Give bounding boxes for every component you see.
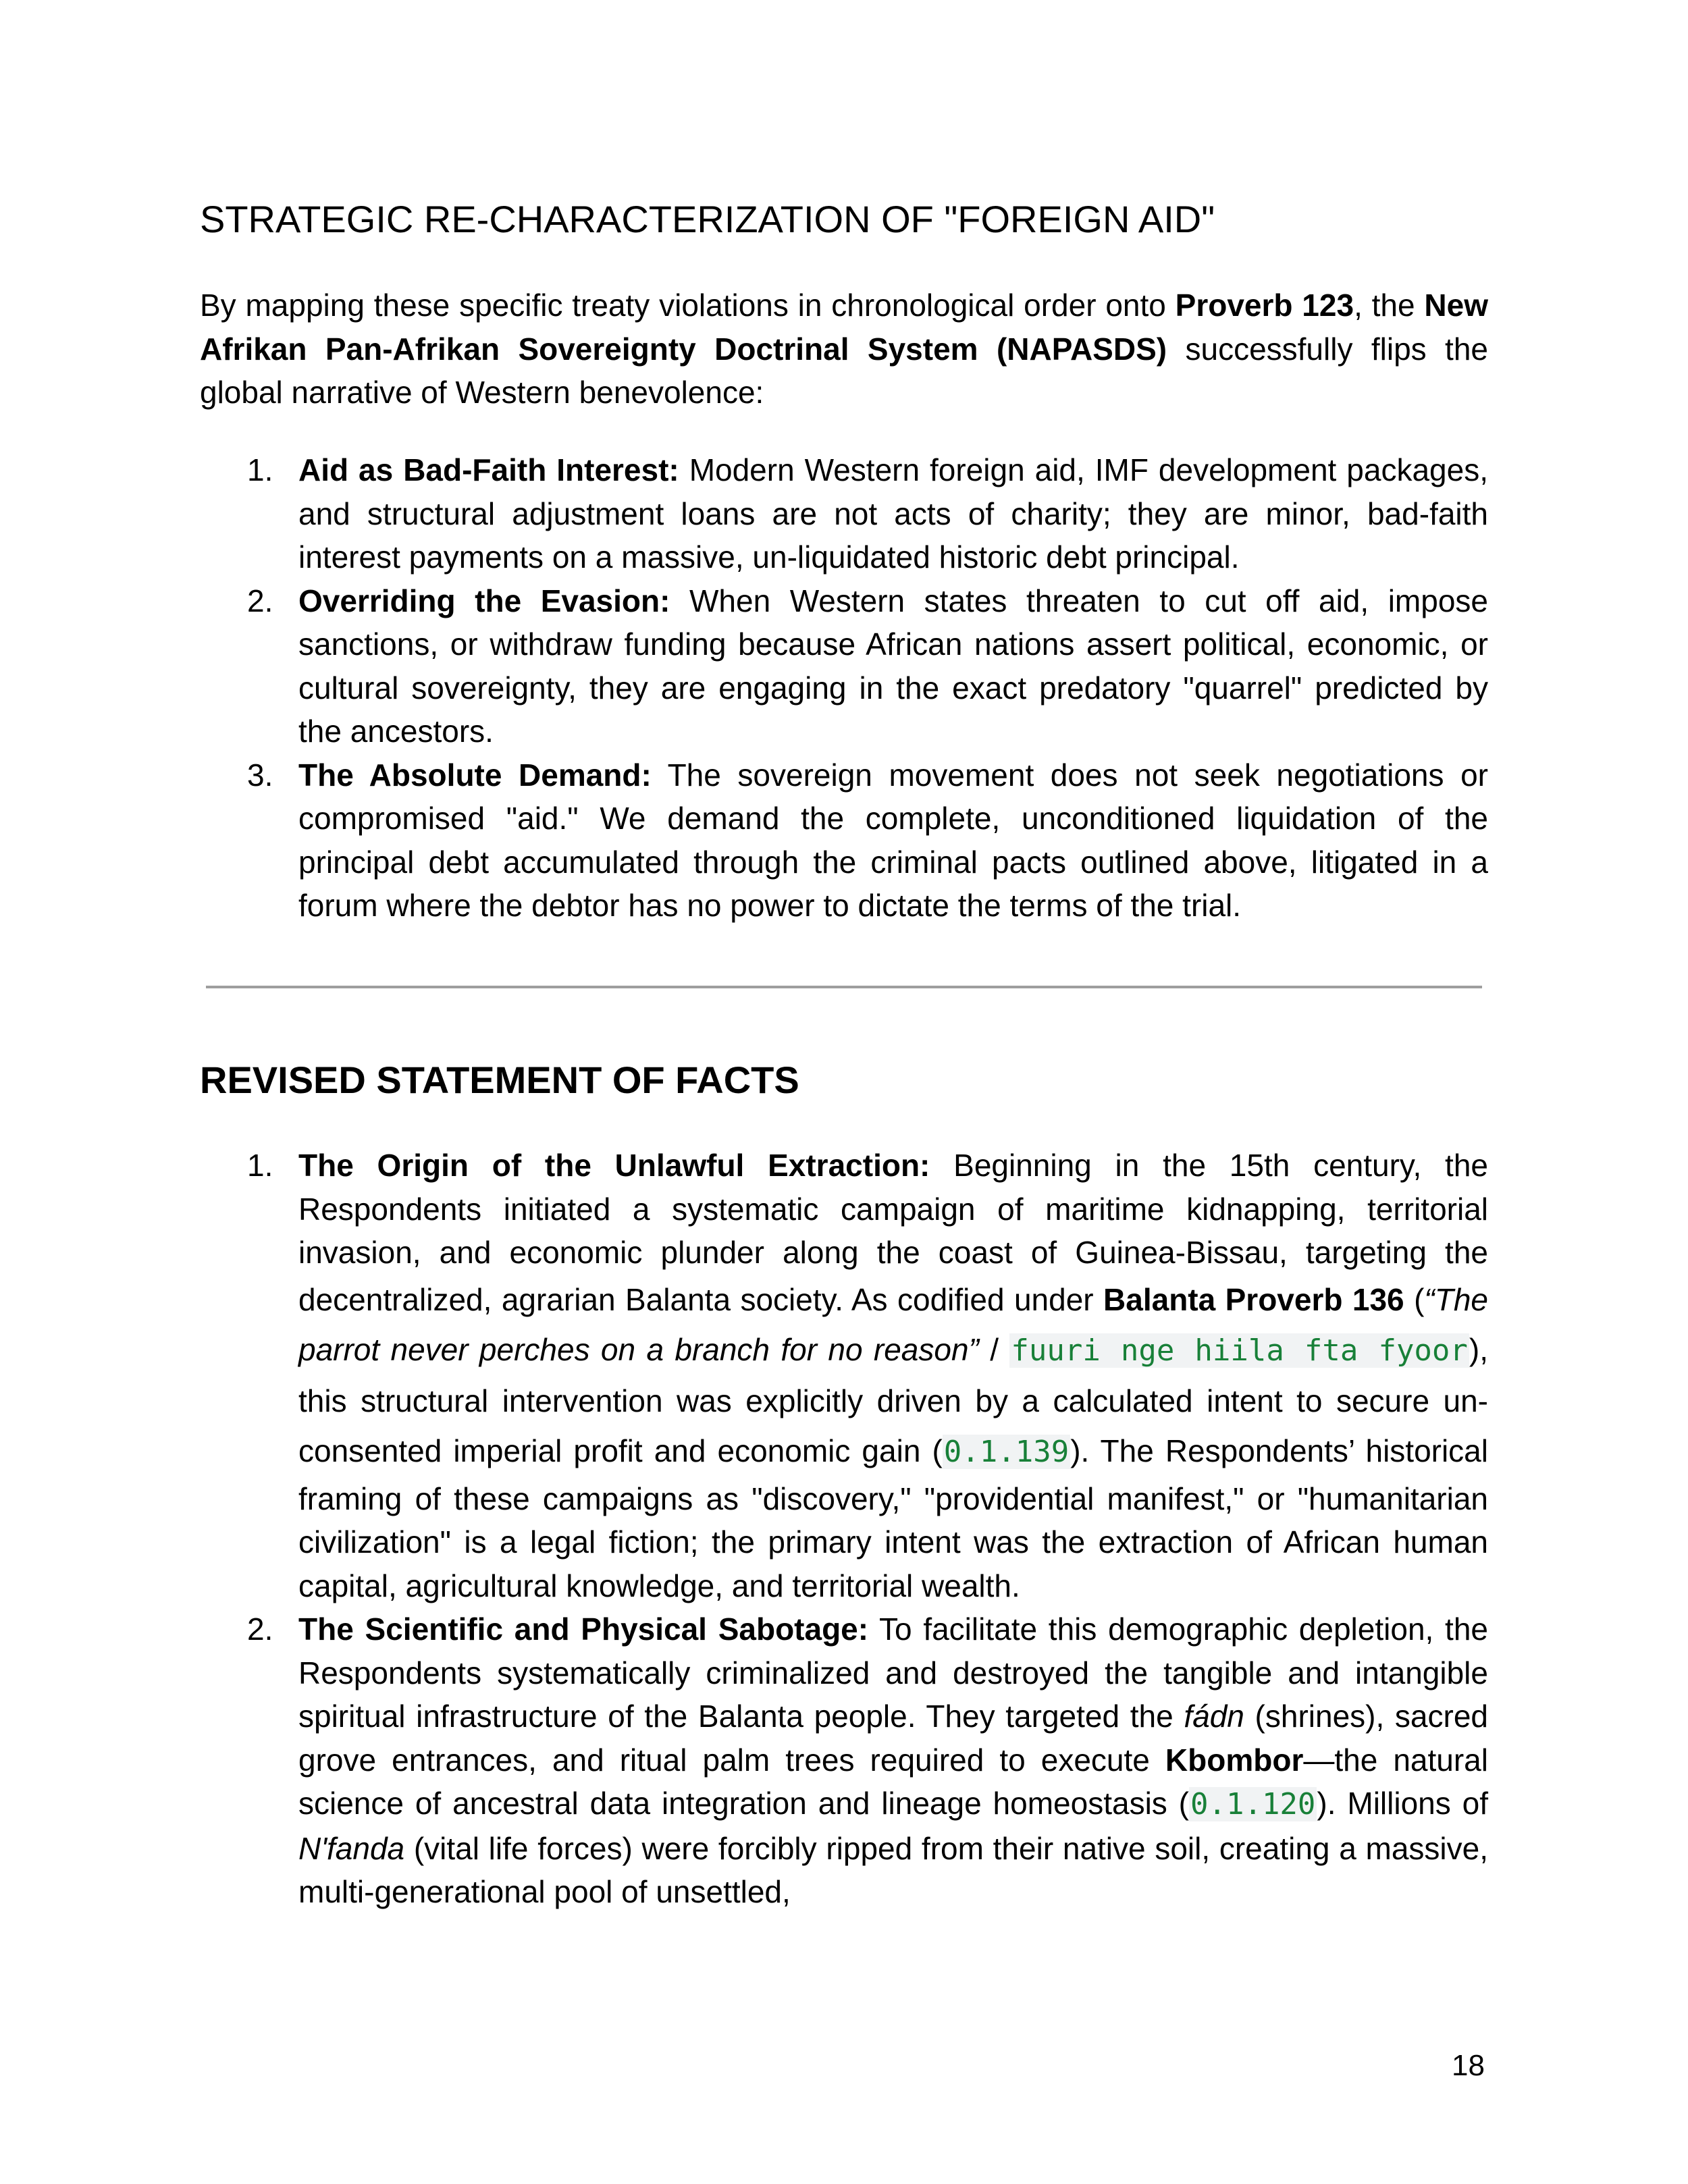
- fact-text: —the natural science of ancestral data integration and lineage homeostasis (: [298, 1742, 1488, 1821]
- list-item-text: When Western states threaten to cut off aid, impose sanctions, or withdraw funding because African nations assert political, economic, or cultural sovereignty, they are engaging in the exact predatory "quarrel" predicted by the ancestors.: [298, 583, 1488, 749]
- list-item: [200, 448, 1488, 579]
- section-divider: [206, 986, 1482, 988]
- emphasis-term: N'fanda: [298, 1830, 405, 1866]
- list-item: [200, 753, 1488, 928]
- fact-text: ), this structural intervention was explicitly driven by a calculated intent to secure un-consented imperial profit and economic gain (: [298, 1331, 1489, 1468]
- proverb-reference: Balanta Proverb 136: [1103, 1281, 1404, 1317]
- fact-text: To facilitate this demographic depletion, the Respondents systematically criminalized and destroyed the tangible and intangible spiritual infrastructure of the Balanta people. They targeted the: [298, 1612, 1488, 1734]
- proverb-reference: Proverb 123: [1175, 288, 1354, 323]
- list-number: 1.: [247, 1148, 273, 1183]
- list-number: 2.: [247, 1612, 273, 1647]
- foreign-aid-list: [200, 448, 1488, 928]
- intro-paragraph: [200, 284, 1488, 415]
- section-heading-statement-of-facts: REVISED STATEMENT OF FACTS: [200, 1059, 799, 1101]
- reference-code: 0.1.120: [1190, 1787, 1316, 1821]
- list-item-lead: Overriding the Evasion:: [298, 583, 670, 618]
- reference-code: 0.1.139: [943, 1434, 1070, 1469]
- fact-text: ). Millions of: [1317, 1786, 1488, 1821]
- intro-text-mid: , the: [1354, 288, 1425, 323]
- fact-text: (: [1404, 1281, 1425, 1317]
- list-item-text: The sovereign movement does not seek negotiations or compromised "aid." We demand the complete, unconditioned liquidation of the principal debt accumulated through the criminal pacts outlined above, litigated in a forum where the debtor has no power to dictate the terms of the trial.: [298, 757, 1488, 923]
- list-item-lead: The Absolute Demand:: [298, 757, 652, 793]
- fact-text: ). The Respondents’ historical framing of these campaigns as "discovery," "providential manifest," or "humanitarian civilization" is a legal fiction; the primary intent was the extraction of African human capital, agricultural knowledge, and territorial wealth.: [298, 1433, 1488, 1603]
- list-number: 2.: [247, 583, 273, 618]
- emphasis-term: fádn: [1184, 1699, 1244, 1734]
- list-number: 3.: [247, 757, 273, 793]
- list-item: [200, 579, 1488, 753]
- emphasis-term-bold: Kbombor: [1165, 1742, 1304, 1778]
- list-item-lead: Aid as Bad-Faith Interest:: [298, 452, 679, 487]
- list-item: [200, 1607, 1488, 1914]
- list-item: [200, 1144, 1488, 1607]
- fact-text: (vital life forces) were forcibly ripped from their native soil, creating a massive, multi-generational pool of unsettled,: [298, 1830, 1488, 1909]
- fact-text: /: [978, 1331, 1010, 1367]
- list-item-lead: The Origin of the Unlawful Extraction:: [298, 1148, 930, 1183]
- page-number: 18: [1452, 2049, 1485, 2082]
- section-heading-foreign-aid: STRATEGIC RE-CHARACTERIZATION OF "FOREIGN AID": [200, 198, 1215, 240]
- list-number: 1.: [247, 452, 273, 487]
- list-item-text: Modern Western foreign aid, IMF development packages, and structural adjustment loans are not acts of charity; they are minor, bad-faith interest payments on a massive, un-liquidated historic debt principal.: [298, 452, 1488, 575]
- intro-text-pre: By mapping these specific treaty violations in chronological order onto: [200, 288, 1176, 323]
- intro-text-post: successfully flips the global narrative of Western benevolence:: [200, 331, 1488, 410]
- statement-of-facts-list: [200, 1144, 1488, 1914]
- list-item-lead: The Scientific and Physical Sabotage:: [298, 1612, 869, 1647]
- proverb-quote: “The parrot never perches on a branch for no reason”: [298, 1281, 1488, 1367]
- fact-text: Beginning in the 15th century, the Respondents initiated a systematic campaign of maritime kidnapping, territorial invasion, and economic plunder along the coast of Guinea-Bissau, targeting the decentralized, agrarian Balanta society. As codified under: [298, 1148, 1488, 1317]
- fact-text: (shrines), sacred grove entrances, and ritual palm trees required to execute: [298, 1699, 1488, 1778]
- napasds-name: New Afrikan Pan-Afrikan Sovereignty Doctrinal System (NAPASDS): [200, 288, 1488, 367]
- balanta-proverb-code: fuuri nge hiila fta fyoor: [1011, 1333, 1468, 1368]
